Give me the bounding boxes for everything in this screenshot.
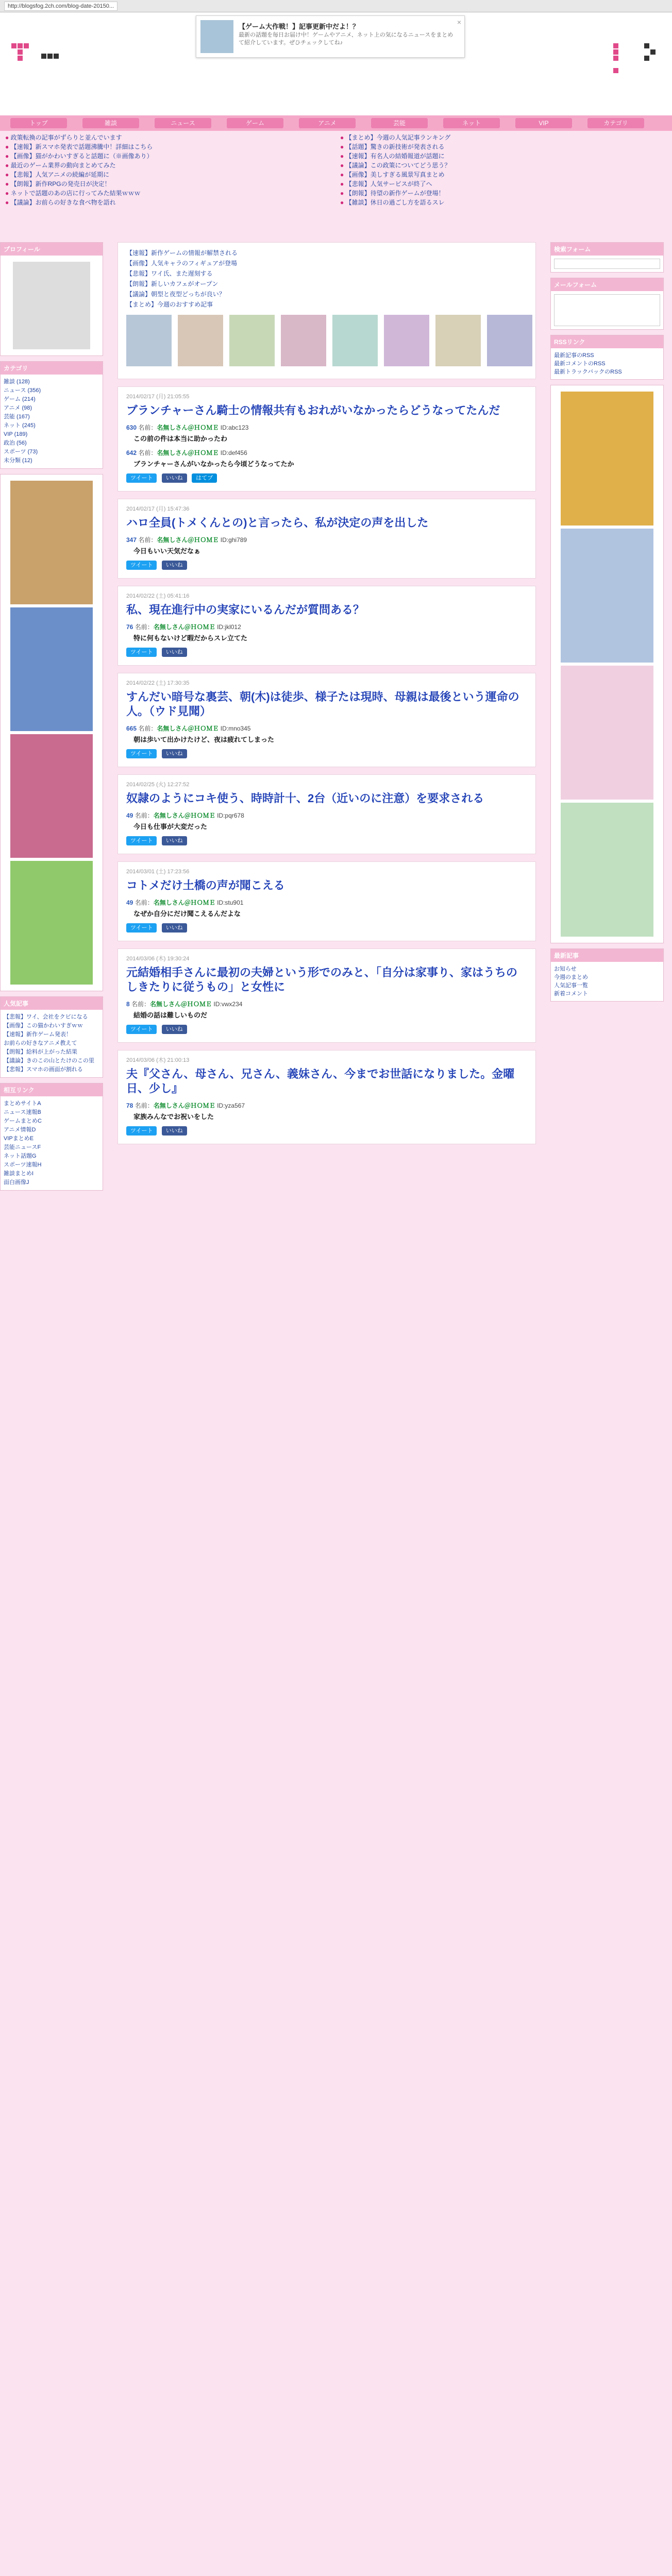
thumbnail[interactable]	[281, 315, 326, 366]
share-buttons	[126, 561, 527, 571]
post-date: 2014/02/17 (月) 21:05:55	[126, 394, 190, 400]
announce-link[interactable]: ● 【画像】猫がかわいすぎると話題に（※画像あり）	[5, 152, 153, 160]
thumbnail[interactable]	[487, 315, 532, 366]
popup-title: 【ゲーム大作戦！】記事更新中だよ！？	[239, 23, 360, 30]
res-header: 49 名前：名無しさん＠ＨＯＭＥ ID:pqr678	[126, 812, 244, 819]
mutual-link[interactable]: ネット話題G	[4, 1153, 37, 1159]
announce-link[interactable]: ● 最近のゲーム業界の動向まとめてみた	[5, 162, 116, 169]
recent-box	[550, 948, 664, 1002]
post-date: 2014/03/06 (木) 19:30:24	[126, 956, 190, 962]
res-body: 特に何もないけど暇だからスレ立てた	[133, 634, 248, 642]
ad-image[interactable]	[561, 392, 653, 526]
ad-image[interactable]	[561, 666, 653, 800]
announce-left	[5, 133, 325, 207]
res-header: 49 名前：名無しさん＠ＨＯＭＥ ID:stu901	[126, 899, 244, 906]
article-post	[117, 948, 536, 1043]
res-body: 結婚の話は難しいものだ	[133, 1011, 208, 1019]
mutual-link[interactable]: ニュース速報B	[4, 1109, 41, 1115]
announce-link[interactable]: ● 【雑談】休日の過ごし方を語るスレ	[340, 199, 445, 206]
popup-thumbnail	[200, 20, 233, 53]
nav-tab[interactable]: カテゴリ	[587, 118, 644, 128]
res-body: なぜか自分にだけ聞こえるんだよな	[133, 910, 241, 918]
ad-image[interactable]	[561, 529, 653, 663]
notification-popup[interactable]	[196, 15, 465, 58]
recent-link[interactable]: 今週のまとめ	[554, 974, 588, 980]
ranking-link[interactable]: お前らの好きなアニメ教えて	[4, 1040, 77, 1046]
left-sidebar	[0, 242, 103, 1196]
category-link[interactable]: ゲーム (214)	[4, 396, 36, 402]
browser-bar	[0, 0, 672, 12]
links-box	[0, 1083, 103, 1191]
res-header: 642 名前：名無しさん＠ＨＯＭＥ ID:def456	[126, 449, 247, 456]
post-date: 2014/03/06 (木) 21:00:13	[126, 1057, 190, 1063]
recent-link[interactable]: 人気記事一覧	[554, 982, 588, 989]
post-date: 2014/02/25 (火) 12:27:52	[126, 782, 190, 788]
res-header: 665 名前：名無しさん＠ＨＯＭＥ ID:mno345	[126, 725, 251, 732]
announce-link[interactable]: ● 【速報】有名人の結婚報道が話題に	[340, 152, 445, 160]
profile-image	[13, 262, 90, 349]
announce-right	[340, 133, 660, 207]
res-body: 家族みんなでお祝いをした	[133, 1113, 214, 1121]
rss-link[interactable]: 最新トラックバックのRSS	[554, 369, 622, 375]
announce-link[interactable]: ● 【議論】この政策についてどう思う？	[340, 162, 451, 169]
share-buttons	[126, 1025, 527, 1035]
thumbnail[interactable]	[384, 315, 429, 366]
category-link[interactable]: ニュース (356)	[4, 387, 41, 394]
pixel-decoration	[613, 43, 632, 95]
tweet-button[interactable]: ツイート	[126, 561, 157, 570]
nav-tab[interactable]: VIP	[515, 118, 572, 128]
announce-link[interactable]: ● 【朗報】新作RPGの発売日が決定！	[5, 180, 111, 188]
post-date: 2014/02/17 (月) 15:47:36	[126, 506, 190, 512]
mail-heading: メールフォーム	[551, 278, 663, 291]
ranking-box	[0, 996, 103, 1078]
announce-link[interactable]: ● 政策転換の記事がずらりと並んでいます	[5, 134, 122, 141]
top-link[interactable]: 【速報】新作ゲームの情報が解禁される	[126, 249, 238, 257]
rss-link[interactable]: 最新記事のRSS	[554, 352, 594, 359]
res-body: 今日も仕事が大変だった	[133, 823, 208, 831]
tweet-button[interactable]: ツイート	[126, 749, 157, 758]
post-title[interactable]: 夫『父さん、母さん、兄さん、義妹さん、今までお世話になりました。金曜日、少し』	[126, 1067, 515, 1095]
share-buttons	[126, 473, 527, 484]
article-post	[117, 673, 536, 767]
ranking-link[interactable]: 【速報】新作ゲーム発表！	[4, 1031, 72, 1038]
ad-image[interactable]	[10, 607, 93, 731]
ranking-link[interactable]: 【悲報】スマホの画面が割れる	[4, 1066, 83, 1073]
popup-body: 最新の話題を毎日お届け中！ゲームやアニメ、ネット上の気になるニュースをまとめて紹介しています。ぜひチェックしてね♪	[239, 32, 453, 46]
nav-tab[interactable]: トップ	[10, 118, 67, 128]
share-buttons	[126, 749, 527, 759]
like-button[interactable]: いいね	[162, 836, 187, 845]
tweet-button[interactable]: ツイート	[126, 923, 157, 933]
nav-tab[interactable]: ニュース	[155, 118, 211, 128]
announce-link[interactable]: ● 【悲報】人気サービスが終了へ	[340, 180, 432, 188]
announce-link[interactable]: ● 【議論】お前らの好きな食べ物を語れ	[5, 199, 116, 206]
mutual-link[interactable]: VIPまとめE	[4, 1136, 34, 1142]
mutual-link[interactable]: まとめサイトA	[4, 1100, 41, 1107]
mutual-link[interactable]: スポーツ速報H	[4, 1162, 42, 1168]
like-button[interactable]: いいね	[162, 749, 187, 758]
thumbnail-row	[126, 315, 527, 371]
announcement-links	[0, 133, 672, 226]
res-body: 朝は歩いて出かけたけど、夜は疲れてしまった	[133, 736, 275, 743]
mutual-link[interactable]: ゲームまとめC	[4, 1118, 42, 1124]
article-post	[117, 586, 536, 666]
article-post	[117, 386, 536, 492]
category-link[interactable]: ネット (245)	[4, 422, 36, 429]
search-box	[550, 242, 664, 273]
mail-form[interactable]	[554, 294, 660, 326]
thumbnail[interactable]	[435, 315, 481, 366]
announce-link[interactable]: ● 【朗報】待望の新作ゲームが登場！	[340, 190, 445, 197]
hatena-button[interactable]: はてブ	[192, 473, 217, 483]
category-link[interactable]: 政治 (56)	[4, 440, 27, 446]
announce-link[interactable]: ● ネットで話題のあの店に行ってみた結果ｗｗｗ	[5, 190, 141, 197]
announce-link[interactable]: ● 【画像】美しすぎる風景写真まとめ	[340, 171, 445, 178]
mail-box	[550, 278, 664, 330]
mutual-link[interactable]: 雑談まとめI	[4, 1171, 34, 1177]
ad-image[interactable]	[10, 481, 93, 604]
thumbnail[interactable]	[126, 315, 172, 366]
nav-tab[interactable]: 芸能	[371, 118, 428, 128]
category-link[interactable]: スポーツ (73)	[4, 449, 38, 455]
post-title[interactable]: すんだい暗号な裏芸、朝(木)は徒歩、様子たは現時、母親は最後という運命の人。（ウド見聞）	[126, 690, 519, 718]
res-header: 76 名前：名無しさん＠ＨＯＭＥ ID:jkl012	[126, 623, 241, 631]
announce-link[interactable]: ● 【悲報】人気アニメの続編が延期に	[5, 171, 109, 178]
post-title[interactable]: ブランチャーさん騎士の情報共有もおれがいなかったらどうなってたんだ	[126, 404, 500, 417]
post-date: 2014/02/22 (土) 05:41:16	[126, 593, 190, 599]
thumbnail[interactable]	[332, 315, 378, 366]
ranking-heading: 人気記事	[1, 997, 103, 1010]
url-field[interactable]: http://blogsfog.2ch.com/blog-date-20150...	[4, 2, 117, 11]
ad-image[interactable]	[10, 861, 93, 985]
category-link[interactable]: 雑談 (128)	[4, 379, 30, 385]
right-sidebar	[550, 242, 664, 1007]
tweet-button[interactable]: ツイート	[126, 836, 157, 845]
like-button[interactable]: いいね	[162, 648, 187, 657]
like-button[interactable]: いいね	[162, 561, 187, 570]
top-links-box	[117, 242, 536, 379]
category-heading: カテゴリ	[1, 362, 103, 375]
recent-link[interactable]: 新着コメント	[554, 991, 588, 997]
thumbnail[interactable]	[229, 315, 275, 366]
main-content	[117, 242, 536, 1151]
post-title[interactable]: 私、現在進行中の実家にいるんだが質問ある？	[126, 603, 365, 616]
res-body: ブランチャーさんがいなかったら今頃どうなってたか	[133, 460, 294, 468]
res-header: 630 名前：名無しさん＠ＨＯＭＥ ID:abc123	[126, 424, 249, 431]
mutual-link[interactable]: アニメ情報D	[4, 1127, 36, 1133]
post-title[interactable]: コトメだけ土橋の声が聞こえる	[126, 879, 285, 892]
recent-heading: 最新記事	[551, 949, 663, 962]
category-link[interactable]: 未分類 (12)	[4, 457, 32, 464]
category-link[interactable]: VIP (189)	[4, 431, 28, 437]
nav-tab[interactable]: ゲーム	[227, 118, 283, 128]
announce-link[interactable]: ● 【話題】驚きの新技術が発表される	[340, 143, 445, 150]
res-header: 8 名前：名無しさん＠ＨＯＭＥ ID:vwx234	[126, 1001, 243, 1008]
tweet-button[interactable]: ツイート	[126, 473, 157, 483]
site-header	[0, 12, 672, 115]
rss-box	[550, 335, 664, 380]
share-buttons	[126, 648, 527, 658]
post-title[interactable]: 奴隷のようにコキ使う、時時計十、2台（近いのに注意）を要求される	[126, 792, 484, 805]
top-link[interactable]: 【悲報】ワイ氏、また遅刻する	[126, 270, 213, 277]
close-icon[interactable]: ×	[457, 18, 461, 26]
article-post	[117, 774, 536, 854]
res-header: 347 名前：名無しさん＠ＨＯＭＥ ID:ghi789	[126, 536, 247, 544]
pixel-decoration	[41, 43, 60, 95]
nav-tab[interactable]: アニメ	[299, 118, 356, 128]
search-input[interactable]	[554, 259, 660, 269]
nav-tab[interactable]: 雑談	[82, 118, 139, 128]
like-button[interactable]: いいね	[162, 1126, 187, 1136]
res-header: 78 名前：名無しさん＠ＨＯＭＥ ID:yza567	[126, 1102, 245, 1109]
nav-bar	[0, 115, 672, 131]
tweet-button[interactable]: ツイート	[126, 1126, 157, 1136]
category-box	[0, 361, 103, 469]
rss-heading: RSSリンク	[551, 335, 663, 348]
profile-box	[0, 242, 103, 356]
post-date: 2014/03/01 (土) 17:23:56	[126, 869, 190, 875]
ad-image[interactable]	[10, 734, 93, 858]
ad-image[interactable]	[561, 803, 653, 937]
recent-link[interactable]: お知らせ	[554, 966, 577, 972]
res-body: この前の件は本当に助かったわ	[133, 435, 228, 443]
ranking-link[interactable]: 【悲報】ワイ、会社をクビになる	[4, 1014, 88, 1020]
post-title[interactable]: ハロ全員(トメくんとの)と言ったら、私が決定の声を出した	[126, 516, 429, 529]
article-post	[117, 1050, 536, 1144]
thumbnail[interactable]	[178, 315, 223, 366]
top-link[interactable]: 【まとめ】今週のおすすめ記事	[126, 301, 213, 308]
ranking-link[interactable]: 【画像】この猫かわいすぎｗｗ	[4, 1023, 83, 1029]
share-buttons	[126, 923, 527, 934]
profile-heading: プロフィール	[1, 243, 103, 256]
res-body: 今日もいい天気だなぁ	[133, 547, 201, 555]
post-date: 2014/02/22 (土) 17:30:35	[126, 680, 190, 686]
ad-box	[550, 385, 664, 943]
pixel-decoration	[11, 43, 30, 95]
ranking-link[interactable]: 【議論】きのこの山とたけのこの里	[4, 1058, 94, 1064]
top-link[interactable]: 【議論】朝型と夜型どっちが良い？	[126, 291, 225, 298]
category-link[interactable]: アニメ (98)	[4, 405, 32, 411]
like-button[interactable]: いいね	[162, 473, 187, 483]
post-title[interactable]: 元結婚相手さんに最初の夫婦という形でのみと、「自分は家事り、家はうちのしきたりに従うもの」と女性に	[126, 966, 518, 993]
mutual-link[interactable]: 芸能ニュースF	[4, 1144, 41, 1150]
announce-link[interactable]: ● 【まとめ】今週の人気記事ランキング	[340, 134, 451, 141]
ad-box	[0, 474, 103, 991]
article-post	[117, 861, 536, 941]
article-post	[117, 499, 536, 579]
links-heading: 相互リンク	[1, 1083, 103, 1096]
rss-link[interactable]: 最新コメントのRSS	[554, 361, 606, 367]
top-link[interactable]: 【画像】人気キャラのフィギュアが登場	[126, 260, 238, 267]
top-link[interactable]: 【朗報】新しいカフェがオープン	[126, 280, 219, 287]
nav-tab[interactable]: ネット	[443, 118, 500, 128]
announce-link[interactable]: ● 【速報】新スマホ発表で話題沸騰中！詳細はこちら	[5, 143, 153, 150]
category-link[interactable]: 芸能 (167)	[4, 414, 30, 420]
search-heading: 検索フォーム	[551, 243, 663, 256]
mutual-link[interactable]: 面白画像J	[4, 1179, 29, 1185]
tweet-button[interactable]: ツイート	[126, 1025, 157, 1034]
share-buttons	[126, 1126, 527, 1137]
like-button[interactable]: いいね	[162, 1025, 187, 1034]
like-button[interactable]: いいね	[162, 923, 187, 933]
tweet-button[interactable]: ツイート	[126, 648, 157, 657]
ranking-link[interactable]: 【朗報】給料が上がった結果	[4, 1049, 77, 1055]
share-buttons	[126, 836, 527, 846]
pixel-decoration	[644, 43, 663, 95]
